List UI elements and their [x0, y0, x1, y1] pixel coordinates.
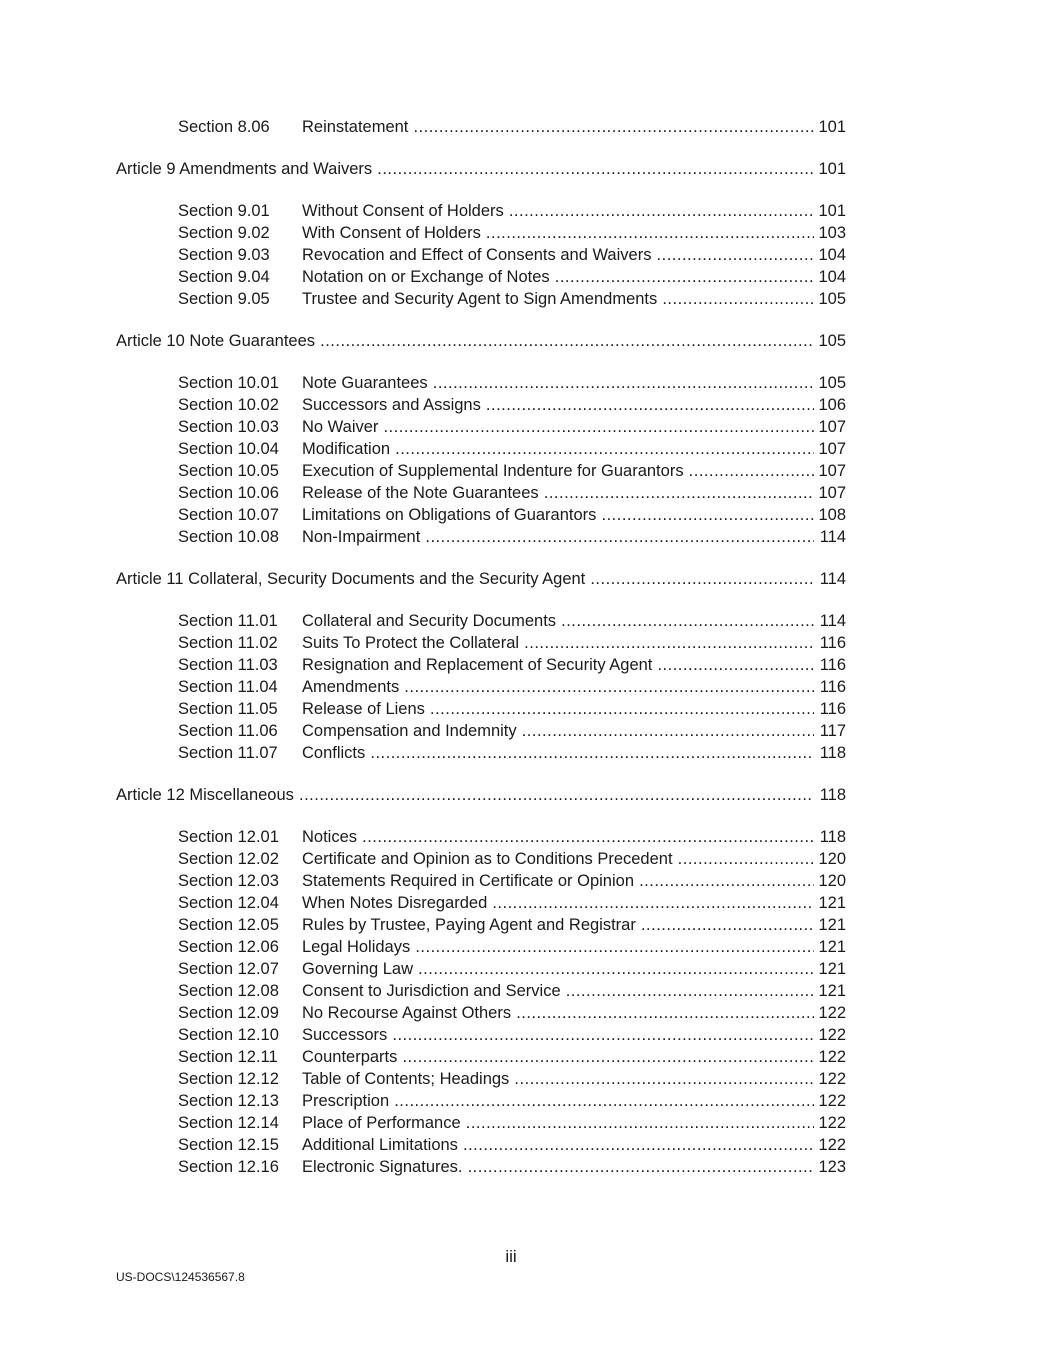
toc-section-entry[interactable]: [0, 288, 1055, 310]
toc-section-title: Notation on or Exchange of Notes .....: [302, 266, 814, 288]
toc-page-number: 118: [814, 784, 846, 806]
toc-page-number: 101: [814, 158, 846, 180]
toc-section-entry[interactable]: [0, 914, 1055, 936]
toc-page-number: 117: [814, 720, 846, 742]
toc-section-entry[interactable]: [0, 676, 1055, 698]
toc-section-entry[interactable]: [0, 1068, 1055, 1090]
toc-section-number: Section 9.02: [178, 224, 270, 242]
toc-section-entry[interactable]: [0, 654, 1055, 676]
toc-section-title: Collateral and Security Documents .....: [302, 610, 814, 632]
toc-section-entry[interactable]: [0, 416, 1055, 438]
toc-article-title: Article 10 Note Guarantees .....: [116, 330, 814, 352]
toc-section-title: Modification .....: [302, 438, 814, 460]
toc-section-title: When Notes Disregarded .....: [302, 892, 814, 914]
toc-section-number: Section 12.13: [178, 1092, 279, 1110]
toc-section-number: Section 11.03: [178, 656, 278, 674]
toc-section-number: Section 12.01: [178, 828, 279, 846]
toc-section-title: Limitations on Obligations of Guarantors .....: [302, 504, 814, 526]
toc-page-number: 122: [814, 1002, 846, 1024]
toc-section-entry[interactable]: [0, 892, 1055, 914]
toc-page-number: 121: [814, 980, 846, 1002]
toc-section-entry[interactable]: [0, 266, 1055, 288]
toc-section-number: Section 9.04: [178, 268, 270, 286]
toc-section-title: Legal Holidays .....: [302, 936, 814, 958]
toc-page-number: 108: [814, 504, 846, 526]
toc-section-entry[interactable]: [0, 116, 1055, 138]
toc-section-number: Section 12.06: [178, 938, 279, 956]
toc-section-title: Resignation and Replacement of Security Agent .....: [302, 654, 814, 676]
toc-section-title: Consent to Jurisdiction and Service .....: [302, 980, 814, 1002]
toc-section-number: Section 10.07: [178, 506, 279, 524]
toc-section-entry[interactable]: [0, 720, 1055, 742]
toc-section-title: Execution of Supplemental Indenture for Guarantors .....: [302, 460, 814, 482]
toc-section-entry[interactable]: [0, 742, 1055, 764]
toc-section-number: Section 12.14: [178, 1114, 279, 1132]
toc-section-title: Place of Performance .....: [302, 1112, 814, 1134]
toc-article-entry[interactable]: [0, 784, 1055, 806]
toc-page-number: 103: [814, 222, 846, 244]
toc-section-title: Rules by Trustee, Paying Agent and Registrar .....: [302, 914, 814, 936]
toc-page-number: 106: [814, 394, 846, 416]
toc-page-number: 114: [814, 526, 846, 548]
toc-page-number: 116: [814, 632, 846, 654]
toc-page-number: 122: [814, 1112, 846, 1134]
toc-section-title: Compensation and Indemnity .....: [302, 720, 814, 742]
toc-page-number: 122: [814, 1090, 846, 1112]
toc-section-number: Section 10.05: [178, 462, 279, 480]
toc-section-title: Electronic Signatures. .....: [302, 1156, 814, 1178]
toc-section-number: Section 10.06: [178, 484, 279, 502]
toc-section-entry[interactable]: [0, 1024, 1055, 1046]
toc-section-title: Successors and Assigns .....: [302, 394, 814, 416]
toc-section-number: Section 11.05: [178, 700, 278, 718]
toc-page-number: 118: [814, 742, 846, 764]
toc-section-title: Governing Law .....: [302, 958, 814, 980]
toc-section-title: Note Guarantees .....: [302, 372, 814, 394]
toc-section-number: Section 11.01: [178, 612, 278, 630]
toc-page-number: 122: [814, 1134, 846, 1156]
toc-page-number: 105: [814, 372, 846, 394]
toc-page-number: 104: [814, 244, 846, 266]
toc-page-number: 121: [814, 936, 846, 958]
toc-page-number: 114: [814, 568, 846, 590]
toc-article-title: Article 11 Collateral, Security Documents and the Security Agent .....: [116, 568, 814, 590]
toc-page-number: 120: [814, 848, 846, 870]
toc-section-title: Release of the Note Guarantees .....: [302, 482, 814, 504]
toc-page-number: 104: [814, 266, 846, 288]
toc-section-title: No Waiver .....: [302, 416, 814, 438]
toc-section-entry[interactable]: [0, 1112, 1055, 1134]
table-of-contents: [0, 116, 1055, 1178]
toc-section-entry[interactable]: [0, 504, 1055, 526]
toc-section-number: Section 12.03: [178, 872, 279, 890]
toc-section-number: Section 12.12: [178, 1070, 279, 1088]
toc-section-entry[interactable]: [0, 460, 1055, 482]
toc-section-entry[interactable]: [0, 482, 1055, 504]
toc-section-number: Section 12.09: [178, 1004, 279, 1022]
toc-page-number: 122: [814, 1068, 846, 1090]
toc-page-number: 101: [814, 116, 846, 138]
toc-section-entry[interactable]: [0, 1156, 1055, 1178]
toc-section-number: Section 9.05: [178, 290, 270, 308]
toc-section-title: No Recourse Against Others .....: [302, 1002, 814, 1024]
toc-section-number: Section 12.07: [178, 960, 279, 978]
toc-section-title: Amendments .....: [302, 676, 814, 698]
toc-section-entry[interactable]: [0, 1046, 1055, 1068]
toc-article-entry[interactable]: [0, 158, 1055, 180]
toc-section-entry[interactable]: [0, 526, 1055, 548]
toc-section-number: Section 11.07: [178, 744, 278, 762]
toc-section-title: Successors .....: [302, 1024, 814, 1046]
toc-section-entry[interactable]: [0, 438, 1055, 460]
toc-page-number: 114: [814, 610, 846, 632]
toc-section-number: Section 12.15: [178, 1136, 279, 1154]
toc-section-number: Section 11.06: [178, 722, 278, 740]
toc-section-entry[interactable]: [0, 958, 1055, 980]
toc-section-title: Statements Required in Certificate or Opinion .....: [302, 870, 814, 892]
toc-section-number: Section 10.03: [178, 418, 279, 436]
toc-section-entry[interactable]: [0, 222, 1055, 244]
toc-section-number: Section 11.02: [178, 634, 278, 652]
toc-page-number: 120: [814, 870, 846, 892]
toc-section-number: Section 12.08: [178, 982, 279, 1000]
toc-section-entry[interactable]: [0, 1002, 1055, 1024]
toc-page-number: 107: [814, 416, 846, 438]
toc-section-number: Section 10.02: [178, 396, 279, 414]
toc-article-entry[interactable]: [0, 568, 1055, 590]
toc-page-number: 116: [814, 676, 846, 698]
toc-section-title: Without Consent of Holders .....: [302, 200, 814, 222]
toc-page-number: 116: [814, 654, 846, 676]
toc-section-entry[interactable]: [0, 698, 1055, 720]
toc-section-number: Section 10.01: [178, 374, 279, 392]
toc-section-number: Section 12.11: [178, 1048, 278, 1066]
toc-page-number: 107: [814, 438, 846, 460]
toc-article-entry[interactable]: [0, 330, 1055, 352]
toc-section-number: Section 12.10: [178, 1026, 279, 1044]
toc-page-number: 118: [814, 826, 846, 848]
toc-section-entry[interactable]: [0, 1134, 1055, 1156]
toc-section-title: With Consent of Holders .....: [302, 222, 814, 244]
toc-section-entry[interactable]: [0, 394, 1055, 416]
toc-section-number: Section 9.03: [178, 246, 270, 264]
toc-section-number: Section 12.04: [178, 894, 279, 912]
toc-section-title: Certificate and Opinion as to Conditions Precedent .....: [302, 848, 814, 870]
toc-section-entry[interactable]: [0, 244, 1055, 266]
toc-section-number: Section 10.04: [178, 440, 279, 458]
toc-page-number: 121: [814, 958, 846, 980]
toc-section-title: Prescription .....: [302, 1090, 814, 1112]
toc-page-number: 122: [814, 1024, 846, 1046]
toc-section-entry[interactable]: [0, 200, 1055, 222]
toc-section-number: Section 12.16: [178, 1158, 279, 1176]
toc-article-title: Article 9 Amendments and Waivers .....: [116, 158, 814, 180]
toc-section-entry[interactable]: [0, 870, 1055, 892]
toc-article-title: Article 12 Miscellaneous .....: [116, 784, 814, 806]
toc-section-title: Trustee and Security Agent to Sign Amendments .....: [302, 288, 814, 310]
toc-section-title: Counterparts .....: [302, 1046, 814, 1068]
toc-page-number: 105: [814, 288, 846, 310]
toc-page-number: 101: [814, 200, 846, 222]
toc-section-title: Release of Liens .....: [302, 698, 814, 720]
toc-section-title: Additional Limitations .....: [302, 1134, 814, 1156]
toc-section-title: Table of Contents; Headings .....: [302, 1068, 814, 1090]
toc-section-title: Non-Impairment .....: [302, 526, 814, 548]
toc-page-number: 121: [814, 892, 846, 914]
toc-section-number: Section 9.01: [178, 202, 270, 220]
toc-page-number: 107: [814, 482, 846, 504]
toc-page-number: 116: [814, 698, 846, 720]
document-id: US-DOCS\124536567.8: [116, 1270, 245, 1284]
toc-section-entry[interactable]: [0, 936, 1055, 958]
toc-section-title: Conflicts .....: [302, 742, 814, 764]
toc-page-number: 122: [814, 1046, 846, 1068]
toc-section-entry[interactable]: [0, 632, 1055, 654]
toc-page-number: 121: [814, 914, 846, 936]
toc-section-number: Section 12.05: [178, 916, 279, 934]
toc-page-number: 123: [814, 1156, 846, 1178]
toc-page-number: 107: [814, 460, 846, 482]
toc-page-number: 105: [814, 330, 846, 352]
toc-section-title: Reinstatement .....: [302, 116, 814, 138]
toc-section-number: Section 8.06: [178, 118, 270, 136]
toc-section-entry[interactable]: [0, 372, 1055, 394]
toc-section-title: Revocation and Effect of Consents and Waivers .....: [302, 244, 814, 266]
toc-section-entry[interactable]: [0, 980, 1055, 1002]
toc-section-entry[interactable]: [0, 1090, 1055, 1112]
page-number: iii: [505, 1247, 517, 1266]
toc-section-title: Suits To Protect the Collateral .....: [302, 632, 814, 654]
toc-section-entry[interactable]: [0, 610, 1055, 632]
toc-section-entry[interactable]: [0, 848, 1055, 870]
toc-section-number: Section 10.08: [178, 528, 279, 546]
toc-section-title: Notices .....: [302, 826, 814, 848]
toc-section-number: Section 11.04: [178, 678, 278, 696]
toc-section-number: Section 12.02: [178, 850, 279, 868]
toc-section-entry[interactable]: [0, 826, 1055, 848]
